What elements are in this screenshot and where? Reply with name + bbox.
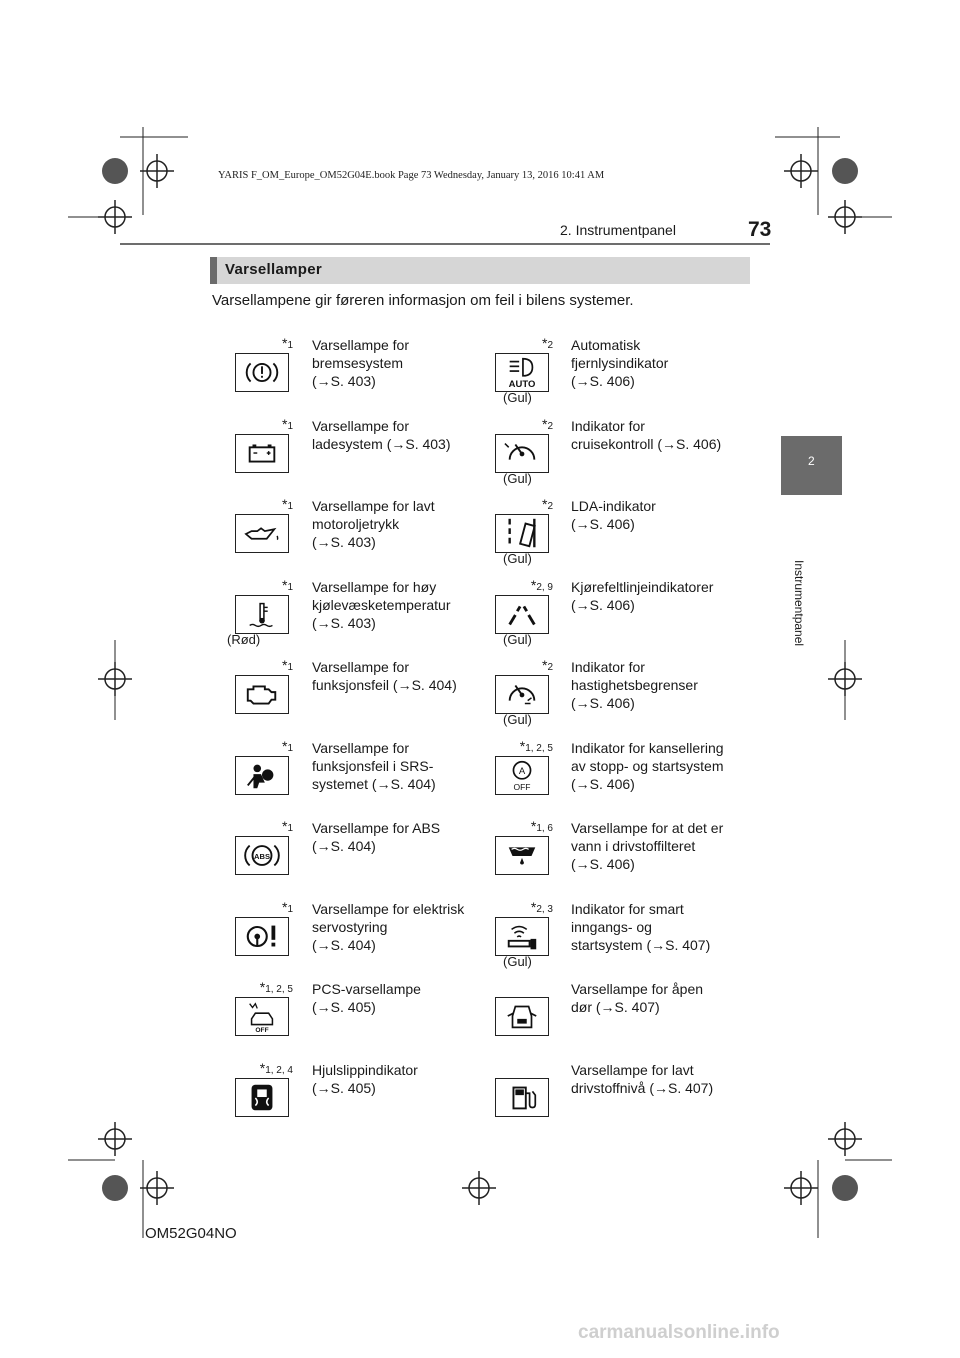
warning-light-entry [235,813,485,887]
entry-label: Automatisk fjernlysindikator (→S. 406) [571,337,669,389]
section-heading-text: Varsellamper [225,261,322,278]
color-tag: (Gul) [503,712,532,727]
warning-light-entry [495,813,755,887]
section-heading [210,257,750,284]
lane-lines-icon [495,595,549,634]
smart-key-icon [495,917,549,956]
svg-text:OFF: OFF [255,1027,269,1035]
warning-light-entry [495,330,755,404]
low-fuel-icon [495,1078,549,1117]
warning-light-entry [235,652,485,726]
power-steering-icon [235,917,289,956]
footnote-ref: *1, 2, 4 [259,1060,293,1076]
cruise-control-icon [495,434,549,473]
warning-light-entry [495,572,755,646]
chapter-number: 2 [808,454,815,468]
footnote-ref: *1, 2, 5 [519,738,553,754]
oil-pressure-icon [235,514,289,553]
entry-label: Varsellampe for elektrisk servostyring (→S. 404) [312,901,465,953]
footnote-ref: *2 [541,416,553,432]
footnote-ref: *2, 9 [530,577,553,593]
chapter-tab [781,436,842,495]
warning-light-entry [235,894,485,968]
warning-light-entry [495,652,755,726]
entry-label: Varsellampe for åpen dør (→S. 407) [571,981,704,1015]
chapter-label: Instrumentpanel [792,560,806,647]
door-open-icon [495,997,549,1036]
entry-label: Varsellampe for funksjonsfeil (→S. 404) [312,659,457,693]
entry-label: Varsellampe for ladesystem (→S. 403) [312,418,451,452]
warning-light-entry [495,1055,755,1129]
abs-icon [235,836,289,875]
water-in-fuel-icon [495,836,549,875]
entry-label: LDA-indikator (→S. 406) [571,498,656,532]
battery-charge-icon [235,434,289,473]
entry-label: Varsellampe for ABS (→S. 404) [312,820,441,854]
footnote-ref: *1 [281,335,293,351]
footnote-ref: *1 [281,899,293,915]
footnote-ref: *1, 2, 5 [259,979,293,995]
check-engine-icon [235,675,289,714]
footnote-ref: *1, 6 [530,818,553,834]
warning-light-entry [495,894,755,968]
warning-light-entry [235,733,485,807]
footnote-ref: *2 [541,496,553,512]
entry-label: Indikator for kansellering av stopp- og startsystem (→S. 406) [571,740,724,792]
page-number: 73 [748,218,772,241]
entry-label: Indikator for hastighetsbegrenser (→S. 406) [571,659,698,711]
color-tag: (Gul) [503,551,532,566]
warning-light-entry [227,572,485,647]
warning-light-entry [495,491,755,565]
coolant-temperature-icon [235,595,289,634]
warning-light-entry [495,733,755,807]
warning-light-entry [235,974,485,1048]
warning-light-entry [235,330,485,404]
color-tag: (Gul) [503,632,532,647]
entry-label: Varsellampe for at det er vann i drivstoffilteret (→S. 406) [571,820,724,872]
warning-light-entry [495,411,755,485]
header-rule [120,243,770,245]
auto-high-beam-icon [495,353,549,392]
entry-label: Varsellampe for lavt motoroljetrykk (→S. 403) [312,498,435,550]
warning-light-entry [235,1055,485,1129]
footnote-ref: *2 [541,335,553,351]
color-tag: (Gul) [503,390,532,405]
color-tag: (Gul) [503,471,532,486]
warning-light-entry [235,411,485,485]
warning-light-entry [235,491,485,565]
entry-label: Kjørefeltlinjeindikatorer (→S. 406) [571,579,714,613]
intro-text: Varsellampene gir føreren informasjon om feil i bilens systemer. [212,292,634,309]
footnote-ref: *1 [281,496,293,512]
footnote-ref: *1 [281,818,293,834]
svg-text:ABS: ABS [254,851,270,861]
entry-label: Indikator for smart inngangs- og startsystem (→S. 407) [571,901,711,953]
speed-limiter-icon [495,675,549,714]
footnote-ref: *2, 3 [530,899,553,915]
srs-airbag-icon [235,756,289,795]
entry-label: Hjulslippindikator (→S. 405) [312,1062,418,1096]
slip-indicator-icon [235,1078,289,1117]
footnote-ref: *2 [541,657,553,673]
lda-icon [495,514,549,553]
section-title: 2. Instrumentpanel [560,222,676,238]
footnote-ref: *1 [281,657,293,673]
entry-label: Indikator for cruisekontroll (→S. 406) [571,418,722,452]
svg-text:OFF: OFF [513,782,531,793]
svg-text:AUTO: AUTO [508,379,536,391]
color-tag: (Gul) [503,954,532,969]
footnote-ref: *1 [281,577,293,593]
entry-label: Varsellampe for funksjonsfeil i SRS- systemet (→S. 404) [312,740,436,792]
footnote-ref: *1 [281,416,293,432]
footnote-ref: *1 [281,738,293,754]
stop-start-off-icon [495,756,549,795]
entry-label: Varsellampe for høy kjølevæsketemperatur (→S. 403) [312,579,451,631]
watermark: carmanualsonline.info [578,1322,780,1343]
svg-text:A: A [518,766,526,778]
book-info: YARIS F_OM_Europe_OM52G04E.book Page 73 Wednesday, January 13, 2016 10:41 AM [218,170,605,181]
warning-light-entry [495,974,755,1048]
doc-code: OM52G04NO [145,1225,237,1242]
brake-warning-icon [235,353,289,392]
entry-label: PCS-varsellampe (→S. 405) [312,981,421,1015]
entry-label: Varsellampe for lavt drivstoffnivå (→S. 407) [571,1062,714,1096]
entry-label: Varsellampe for bremsesystem (→S. 403) [312,337,410,389]
pcs-off-icon [235,997,289,1036]
color-tag: (Rød) [227,632,261,647]
